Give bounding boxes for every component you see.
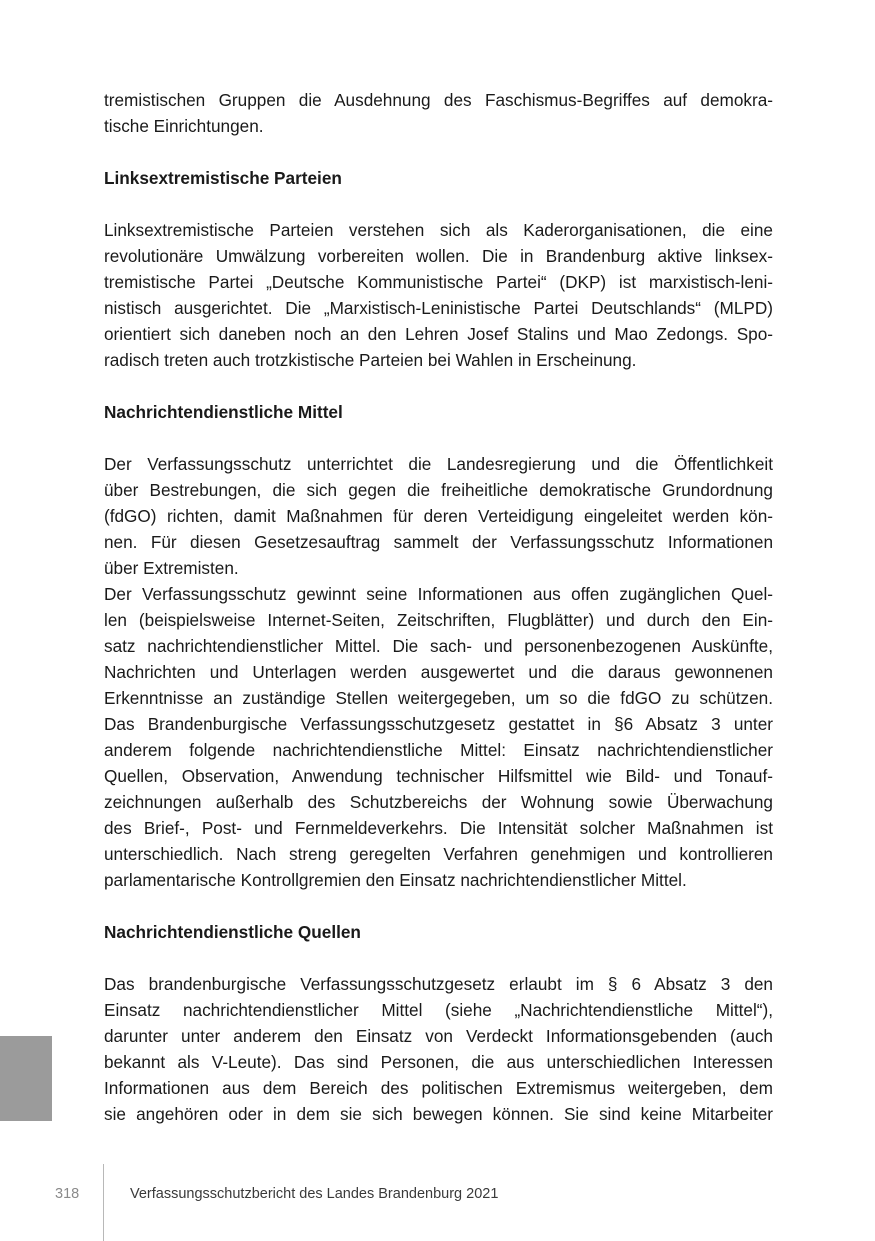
text-line: Der Verfassungsschutz unterrichtet die Landesregierung und die Öffentlichkeit: [104, 454, 773, 474]
page-number: 318: [55, 1186, 80, 1202]
text-line: Der Verfassungsschutz gewinnt seine Informationen aus offen zugänglichen Quel-: [104, 584, 773, 604]
text-line: nistisch ausgerichtet. Die „Marxistisch-Leninistische Partei Deutschlands“ (MLPD): [104, 298, 773, 318]
text-line: unterschiedlich. Nach streng geregelten Verfahren genehmigen und kontrollieren: [104, 844, 773, 864]
text-line: parlamentarische Kontrollgremien den Einsatz nachrichtendienstlicher Mittel.: [104, 870, 687, 890]
text-line: Informationen aus dem Bereich des politischen Extremismus weitergeben, dem: [104, 1078, 773, 1098]
text-line: darunter unter anderem den Einsatz von Verdeckt Informationsgebenden (auch: [104, 1026, 773, 1046]
section-heading-nachrichtendienstliche-mittel: Nachrichtendienstliche Mittel: [104, 402, 343, 422]
text-line: (fdGO) richten, damit Maßnahmen für deren Verteidigung eingeleitet werden kön-: [104, 506, 773, 526]
text-line: Das Brandenburgische Verfassungsschutzgesetz gestattet in §6 Absatz 3 unter: [104, 714, 773, 734]
text-line: Einsatz nachrichtendienstlicher Mittel (siehe „Nachrichtendienstliche Mittel“),: [104, 1000, 773, 1020]
text-line: anderem folgende nachrichtendienstliche Mittel: Einsatz nachrichtendienstlicher: [104, 740, 773, 760]
footer-divider: [103, 1164, 104, 1241]
text-line: zeichnungen außerhalb des Schutzbereichs der Wohnung sowie Überwachung: [104, 792, 773, 812]
text-line: tremistische Partei „Deutsche Kommunistische Partei“ (DKP) ist marxistisch-leni-: [104, 272, 773, 292]
paragraph-mittel-b: [104, 581, 773, 893]
paragraph-linksextremistische-parteien: [104, 217, 773, 373]
text-line: bekannt als V-Leute). Das sind Personen, die aus unterschiedlichen Interessen: [104, 1052, 773, 1072]
text-line: nen. Für diesen Gesetzesauftrag sammelt der Verfassungsschutz Informationen: [104, 532, 773, 552]
text-line: orientiert sich daneben noch an den Lehren Josef Stalins und Mao Zedongs. Spo-: [104, 324, 773, 344]
footer-title: Verfassungsschutzbericht des Landes Brandenburg 2021: [130, 1186, 499, 1202]
text-line: Linksextremistische Parteien verstehen sich als Kaderorganisationen, die eine: [104, 220, 773, 240]
text-line: sie angehören oder in dem sie sich bewegen können. Sie sind keine Mitarbeiter: [104, 1104, 773, 1124]
intro-paragraph: [104, 87, 773, 139]
text-line: satz nachrichtendienstlicher Mittel. Die sach- und personenbezogenen Auskünfte,: [104, 636, 773, 656]
text-line: des Brief-, Post- und Fernmeldeverkehrs. Die Intensität solcher Maßnahmen ist: [104, 818, 773, 838]
section-heading-linksextremistische-parteien: Linksextremistische Parteien: [104, 168, 342, 188]
text-line: Erkenntnisse an zuständige Stellen weitergegeben, um so die fdGO zu schützen.: [104, 688, 773, 708]
page-content: [104, 87, 773, 1127]
text-line: Das brandenburgische Verfassungsschutzgesetz erlaubt im § 6 Absatz 3 den: [104, 974, 773, 994]
text-line: revolutionäre Umwälzung vorbereiten wollen. Die in Brandenburg aktive linksex-: [104, 246, 773, 266]
chapter-side-tab: [0, 1036, 52, 1121]
text-line: tremistischen Gruppen die Ausdehnung des Faschismus-Begriffes auf demokra-: [104, 90, 773, 110]
text-line: tische Einrichtungen.: [104, 116, 264, 136]
paragraph-quellen: [104, 971, 773, 1127]
text-line: über Bestrebungen, die sich gegen die freiheitliche demokratische Grundordnung: [104, 480, 773, 500]
text-line: len (beispielsweise Internet-Seiten, Zeitschriften, Flugblätter) und durch den Ein-: [104, 610, 773, 630]
section-heading-nachrichtendienstliche-quellen: Nachrichtendienstliche Quellen: [104, 922, 361, 942]
text-line: Quellen, Observation, Anwendung technischer Hilfsmittel wie Bild- und Tonauf-: [104, 766, 773, 786]
paragraph-mittel-a: [104, 451, 773, 581]
text-line: über Extremisten.: [104, 558, 239, 578]
text-line: radisch treten auch trotzkistische Parteien bei Wahlen in Erscheinung.: [104, 350, 637, 370]
text-line: Nachrichten und Unterlagen werden ausgewertet und die daraus gewonnenen: [104, 662, 773, 682]
